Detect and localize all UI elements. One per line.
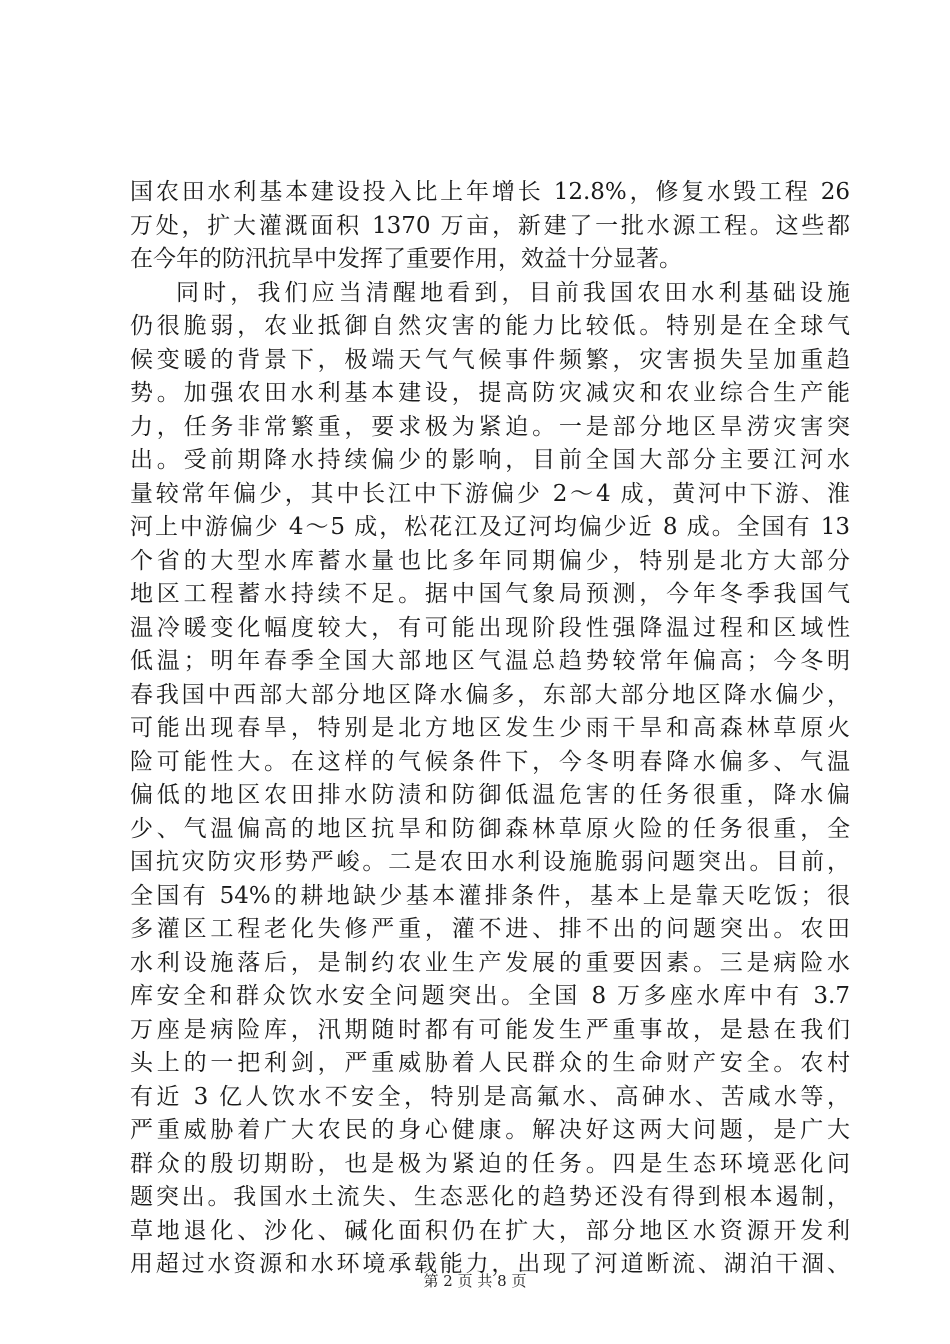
text-line: 少、气温偏高的地区抗旱和防御森林草原火险的任务很重，全 xyxy=(130,815,850,842)
text-line: 低温；明年春季全国大部地区气温总趋势较常年偏高；今冬明 xyxy=(130,648,850,674)
text-line: 可能出现春旱，特别是北方地区发生少雨干旱和高森林草原火 xyxy=(130,715,850,741)
text-line: 头上的一把利剑，严重威胁着人民群众的生命财产安全。农村 xyxy=(130,1050,850,1076)
text-line: 水利设施落后，是制约农业生产发展的重要因素。三是病险水 xyxy=(130,949,850,976)
text-line: 温冷暖变化幅度较大，有可能出现阶段性强降温过程和区域性 xyxy=(130,614,850,641)
text-line: 险可能性大。在这样的气候条件下，今冬明春降水偏多、气温 xyxy=(130,748,850,775)
text-line: 全国有 54%的耕地缺少基本灌排条件，基本上是靠天吃饭；很 xyxy=(130,882,850,909)
paragraph-start-line: 同时，我们应当清醒地看到，目前我国农田水利基础设施 xyxy=(176,279,850,306)
text-line: 严重威胁着广大农民的身心健康。解决好这两大问题，是广大 xyxy=(130,1117,850,1143)
text-line: 群众的殷切期盼，也是极为紧迫的任务。四是生态环境恶化问 xyxy=(130,1150,850,1177)
text-line: 候变暖的背景下，极端天气气候事件频繁，灾害损失呈加重趋 xyxy=(130,346,850,373)
text-line: 国农田水利基本建设投入比上年增长 12.8%，修复水毁工程 26 xyxy=(130,179,850,205)
text-line: 春我国中西部大部分地区降水偏多，东部大部分地区降水偏少， xyxy=(130,681,850,708)
text-line: 在今年的防汛抗旱中发挥了重要作用，效益十分显著。 xyxy=(130,246,682,272)
text-line: 万处，扩大灌溉面积 1370 万亩，新建了一批水源工程。这些都 xyxy=(130,212,850,239)
page-number-footer: 第 2 页 共 8 页 xyxy=(423,1272,527,1290)
text-line: 题突出。我国水土流失、生态恶化的趋势还没有得到根本遏制， xyxy=(130,1184,850,1210)
text-line: 国抗灾防灾形势严峻。二是农田水利设施脆弱问题突出。目前， xyxy=(130,849,850,875)
text-line: 河上中游偏少 4～5 成，松花江及辽河均偏少近 8 成。全国有 13 xyxy=(130,514,850,540)
text-line: 草地退化、沙化、碱化面积仍在扩大，部分地区水资源开发利 xyxy=(130,1217,850,1244)
text-line: 库安全和群众饮水安全问题突出。全国 8 万多座水库中有 3.7 xyxy=(130,983,850,1009)
text-line: 出。受前期降水持续偏少的影响，目前全国大部分主要江河水 xyxy=(130,447,850,473)
text-line: 万座是病险库，汛期随时都有可能发生严重事故，是悬在我们 xyxy=(130,1016,850,1043)
text-line: 个省的大型水库蓄水量也比多年同期偏少，特别是北方大部分 xyxy=(130,547,850,574)
text-line: 偏低的地区农田排水防渍和防御低温危害的任务很重，降水偏 xyxy=(130,782,850,808)
text-line: 仍很脆弱，农业抵御自然灾害的能力比较低。特别是在全球气 xyxy=(130,313,850,339)
text-line: 地区工程蓄水持续不足。据中国气象局预测，今年冬季我国气 xyxy=(130,581,850,607)
text-line: 多灌区工程老化失修严重，灌不进、排不出的问题突出。农田 xyxy=(130,916,850,942)
body-text xyxy=(130,176,850,1282)
text-line: 力，任务非常繁重，要求极为紧迫。一是部分地区旱涝灾害突 xyxy=(130,413,850,440)
text-line: 势。加强农田水利基本建设，提高防灾减灾和农业综合生产能 xyxy=(130,380,850,406)
text-line: 量较常年偏少，其中长江中下游偏少 2～4 成，黄河中下游、淮 xyxy=(130,480,850,507)
text-line: 有近 3 亿人饮水不安全，特别是高氟水、高砷水、苦咸水等， xyxy=(130,1083,850,1110)
text-line: 用超过水资源和水环境承载能力，出现了河道断流、湖泊干涸、 xyxy=(130,1251,850,1277)
